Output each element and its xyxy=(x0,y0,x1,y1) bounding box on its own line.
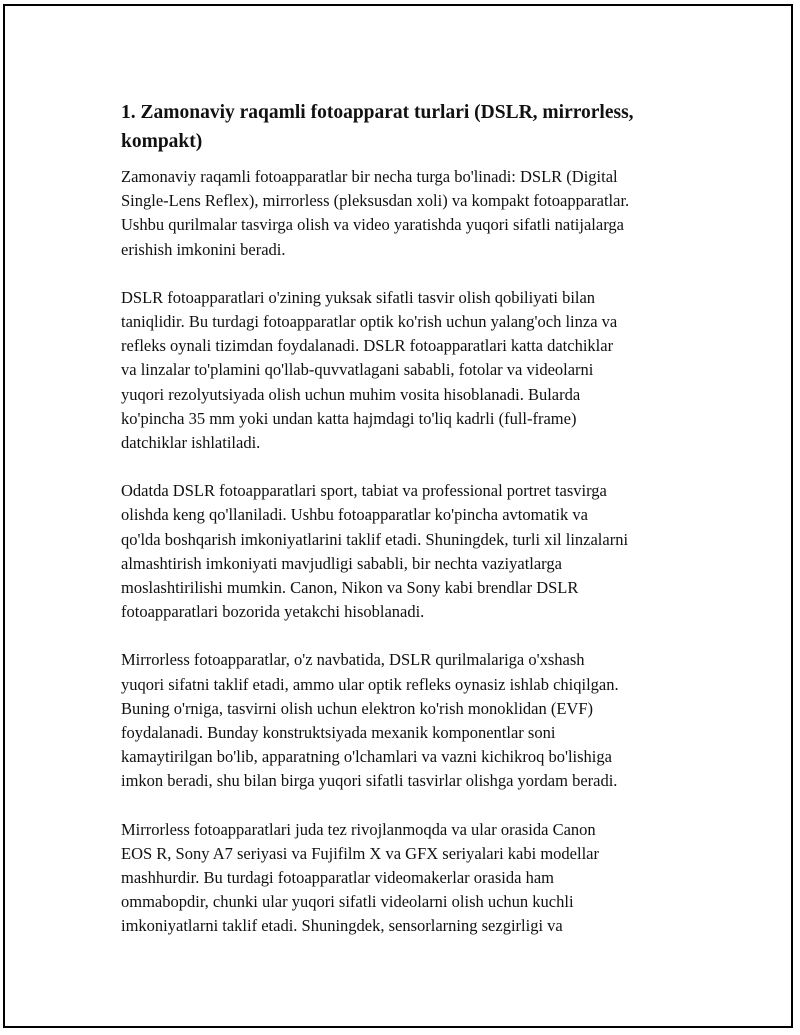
text-line: Single-Lens Reflex), mirrorless (pleksusdan xoli) va kompakt fotoapparatlar. xyxy=(121,191,630,211)
text-line: datchiklar ishlatiladi. xyxy=(121,433,261,453)
section-heading xyxy=(121,98,701,156)
text-line: qo'lda boshqarish imkoniyatlarini taklif etadi. Shuningdek, turli xil linzalarni xyxy=(121,529,629,549)
paragraph-mirrorless xyxy=(121,648,701,793)
text-line: foydalanadi. Bunday konstruktsiyada mexanik komponentlar soni xyxy=(121,723,556,743)
text-line: Mirrorless fotoapparatlar, o'z navbatida, DSLR qurilmalariga o'xshash xyxy=(121,650,585,670)
heading-line: kompakt) xyxy=(121,131,203,152)
heading-line: 1. Zamonaviy raqamli fotoapparat turlari (DSLR, mirrorless, xyxy=(121,102,634,123)
text-line: yuqori sifatni taklif etadi, ammo ular optik refleks oynasiz ishlab chiqilgan. xyxy=(121,674,619,694)
text-line: Ushbu qurilmalar tasvirga olish va video yaratishda yuqori sifatli natijalarga xyxy=(121,215,624,235)
text-line: ko'pincha 35 mm yoki undan katta hajmdagi to'liq kadrli (full-frame) xyxy=(121,408,577,428)
text-line: olishda keng qo'llaniladi. Ushbu fotoapparatlar ko'pincha avtomatik va xyxy=(121,505,588,525)
text-line: imkon beradi, shu bilan birga yuqori sifatli tasvirlar olishga yordam beradi. xyxy=(121,771,618,791)
text-line: Zamonaviy raqamli fotoapparatlar bir necha turga bo'linadi: DSLR (Digital xyxy=(121,167,618,186)
text-line: mashhurdir. Bu turdagi fotoapparatlar videomakerlar orasida ham xyxy=(121,868,554,888)
text-line: imkoniyatlarni taklif etadi. Shuningdek, sensorlarning sezgirligi va xyxy=(121,916,563,936)
text-line: refleks oynali tizimdan foydalanadi. DSLR fotoapparatlari katta datchiklar xyxy=(121,336,614,356)
text-line: almashtirish imkoniyati mavjudligi sababli, bir nechta vaziyatlarga xyxy=(121,553,562,573)
text-line: va linzalar to'plamini qo'llab-quvvatlagani sababli, fotolar va videolarni xyxy=(121,360,594,380)
text-line: DSLR fotoapparatlari o'zining yuksak sifatli tasvir olish qobiliyati bilan xyxy=(121,287,596,307)
text-line: fotoapparatlari bozorida yetakchi hisoblanadi. xyxy=(121,602,425,622)
text-line: Buning o'rniga, tasvirni olish uchun elektron ko'rish monoklidan (EVF) xyxy=(121,698,594,718)
paragraph-mirrorless-models xyxy=(121,818,701,939)
text-line: Mirrorless fotoapparatlari juda tez rivojlanmoqda va ular orasida Canon xyxy=(121,819,596,839)
text-line: taniqlidir. Bu turdagi fotoapparatlar optik ko'rish uchun yalang'och linza va xyxy=(121,312,618,332)
text-line: erishish imkonini beradi. xyxy=(121,239,286,259)
text-line: EOS R, Sony A7 seriyasi va Fujifilm X va GFX seriyalari kabi modellar xyxy=(121,843,599,863)
paragraph-dslr xyxy=(121,286,701,455)
text-line: moslashtirilishi mumkin. Canon, Nikon va Sony kabi brendlar DSLR xyxy=(121,578,579,598)
page-frame xyxy=(3,4,793,1028)
text-line: ommabopdir, chunki ular yuqori sifatli videolarni olish uchun kuchli xyxy=(121,892,574,912)
text-line: Odatda DSLR fotoapparatlari sport, tabiat va professional portret tasvirga xyxy=(121,481,607,501)
text-line: yuqori rezolyutsiyada olish uchun muhim vosita hisoblanadi. Bularda xyxy=(121,384,581,404)
text-line: kamaytirilgan bo'lib, apparatning o'lchamlari va vazni kichikroq bo'lishiga xyxy=(121,747,612,767)
paragraph-intro xyxy=(121,165,701,262)
document-body xyxy=(121,98,701,963)
paragraph-dslr-usage xyxy=(121,479,701,624)
